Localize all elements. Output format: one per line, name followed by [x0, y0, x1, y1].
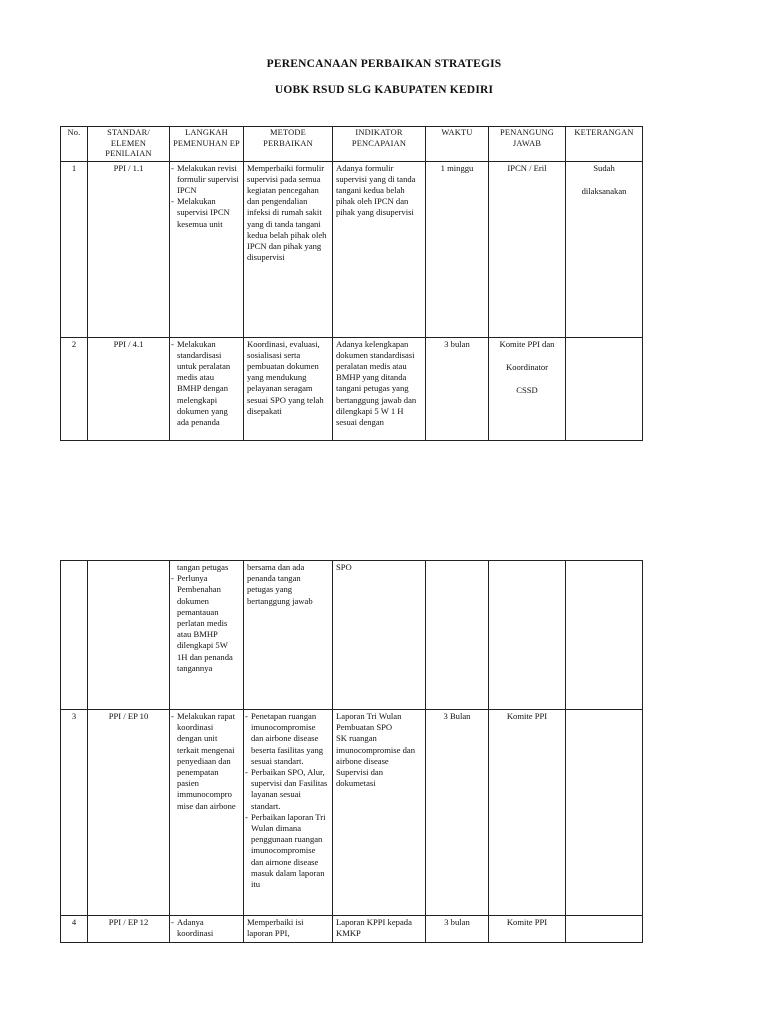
row-penanggung-jawab: [489, 710, 566, 916]
row-keterangan: [566, 337, 643, 440]
row-keterangan: [566, 710, 643, 916]
langkah-item: - Perlunya Pembenahan dokumen pemantauan perlatan medis atau BMHP dilengkapi 5W 1H dan penanda tangannya: [173, 573, 240, 674]
ket-line: dilaksanakan: [581, 185, 627, 196]
document-title: PERENCANAAN PERBAIKAN STRATEGIS: [266, 58, 502, 70]
row-standar: PPI / 4.1: [88, 337, 170, 440]
table-row: [61, 710, 643, 916]
header-waktu: WAKTU: [426, 127, 489, 162]
pj-line: Komite PPI: [506, 917, 548, 927]
row-penanggung-jawab: [489, 337, 566, 440]
langkah-item: - Melakukan supervisi IPCN kesemua unit: [173, 196, 240, 230]
row-metode: Memperbaiki isi laporan PPI,: [244, 916, 333, 943]
langkah-item: - Adanya koordinasi: [173, 917, 240, 939]
row-standar: PPI / 1.1: [88, 161, 170, 337]
row-penanggung-jawab: [489, 161, 566, 337]
row-number: 4: [61, 916, 88, 943]
table-row: [61, 337, 643, 440]
header-indikator: INDIKATOR PENCAPAIAN: [333, 127, 426, 162]
row-waktu: 1 minggu: [426, 161, 489, 337]
row-metode: Koordinasi, evaluasi, sosialisasi serta pembuatan dokumen yang mendukung pelayanan seragam sesuai SPO yang telah disepakati: [244, 337, 333, 440]
row-standar: [88, 561, 170, 710]
row-number: 1: [61, 161, 88, 337]
row-metode: bersama dan ada penanda tangan petugas yang bertanggung jawab: [244, 561, 333, 710]
pj-line: Koordinator: [505, 361, 548, 372]
langkah-item: - Melakukan rapat koordinasi dengan unit terkait mengenai penyediaan dan penempatan pasien immunocompro mise dan airbone: [173, 711, 240, 812]
pj-line: Komite PPI dan: [499, 338, 555, 349]
row-langkah: [170, 710, 244, 916]
header-standar: STANDAR/ ELEMEN PENILAIAN: [88, 127, 170, 162]
table-row: [61, 916, 643, 943]
row-keterangan: [566, 161, 643, 337]
metode-item: - Perbaikan laporan Tri Wulan dimana penggunaan ruangan imunocompromise dan airnone disease masuk dalam laporan itu: [247, 812, 329, 890]
header-keterangan: KETERANGAN: [566, 127, 643, 162]
langkah-item: - Melakukan standardisasi untuk peralatan medis atau BMHP dengan melengkapi dokumen yang ada penanda: [173, 339, 240, 429]
row-waktu: 3 Bulan: [426, 710, 489, 916]
row-langkah: [170, 161, 244, 337]
plan-table-page2: [60, 560, 643, 943]
row-langkah: [170, 337, 244, 440]
table-row: [61, 561, 643, 710]
ket-line: Sudah: [593, 162, 615, 173]
langkah-item: - Melakukan revisi formulir supervisi IPCN: [173, 163, 240, 197]
row-standar: PPI / EP 10: [88, 710, 170, 916]
row-number: 3: [61, 710, 88, 916]
row-indikator: Laporan Tri Wulan Pembuatan SPO SK ruangan imunocompromise dan airbone disease Supervisi dan dokumetasi: [333, 710, 426, 916]
row-langkah: [170, 561, 244, 710]
row-waktu: 3 bulan: [426, 337, 489, 440]
row-indikator: Adanya kelengkapan dokumen standardisasi peralatan medis atau BMHP yang ditanda tangani petugas yang bertanggung jawab dan dilengkapi 5 W 1 H sesuai dengan: [333, 337, 426, 440]
row-indikator: Adanya formulir supervisi yang di tanda tangani kedua belah pihak oleh IPCN dan pihak yang disupervisi: [333, 161, 426, 337]
metode-item: - Penetapan ruangan imunocompromise dan airbone disease beserta fasilitas yang sesuai standart.: [247, 711, 329, 767]
row-standar: PPI / EP 12: [88, 916, 170, 943]
pj-line: IPCN / Eril: [507, 162, 547, 173]
pj-line: CSSD: [516, 384, 538, 395]
plan-table-page1: [60, 126, 643, 441]
row-metode: [244, 710, 333, 916]
row-indikator: SPO: [333, 561, 426, 710]
row-waktu: 3 bulan: [426, 916, 489, 943]
row-number: 2: [61, 337, 88, 440]
row-metode: Memperbaiki formulir supervisi pada semua kegiatan pencegahan dan pengendalian infeksi di rumah sakit yang di tanda tangani kedua belah pihak oleh IPCN dan pihak yang disupervisi: [244, 161, 333, 337]
row-number: [61, 561, 88, 710]
pj-line: Komite PPI: [506, 711, 548, 721]
metode-item: - Perbaikan SPO, Alur, supervisi dan Fasilitas layanan sesuai standart.: [247, 767, 329, 812]
table-row: [61, 161, 643, 337]
header-row: [61, 127, 643, 162]
row-keterangan: [566, 916, 643, 943]
header-no: No.: [61, 127, 88, 162]
row-waktu: [426, 561, 489, 710]
langkah-continuation: tangan petugas: [177, 562, 229, 572]
row-penanggung-jawab: [489, 561, 566, 710]
header-langkah: LANGKAH PEMENUHAN EP: [170, 127, 244, 162]
header-metode: METODE PERBAIKAN: [244, 127, 333, 162]
row-penanggung-jawab: [489, 916, 566, 943]
document-subtitle: UOBK RSUD SLG KABUPATEN KEDIRI: [274, 84, 494, 96]
row-langkah: [170, 916, 244, 943]
header-penanggung-jawab: PENANGUNG JAWAB: [489, 127, 566, 162]
row-indikator: Laporan KPPI kepada KMKP: [333, 916, 426, 943]
row-keterangan: [566, 561, 643, 710]
